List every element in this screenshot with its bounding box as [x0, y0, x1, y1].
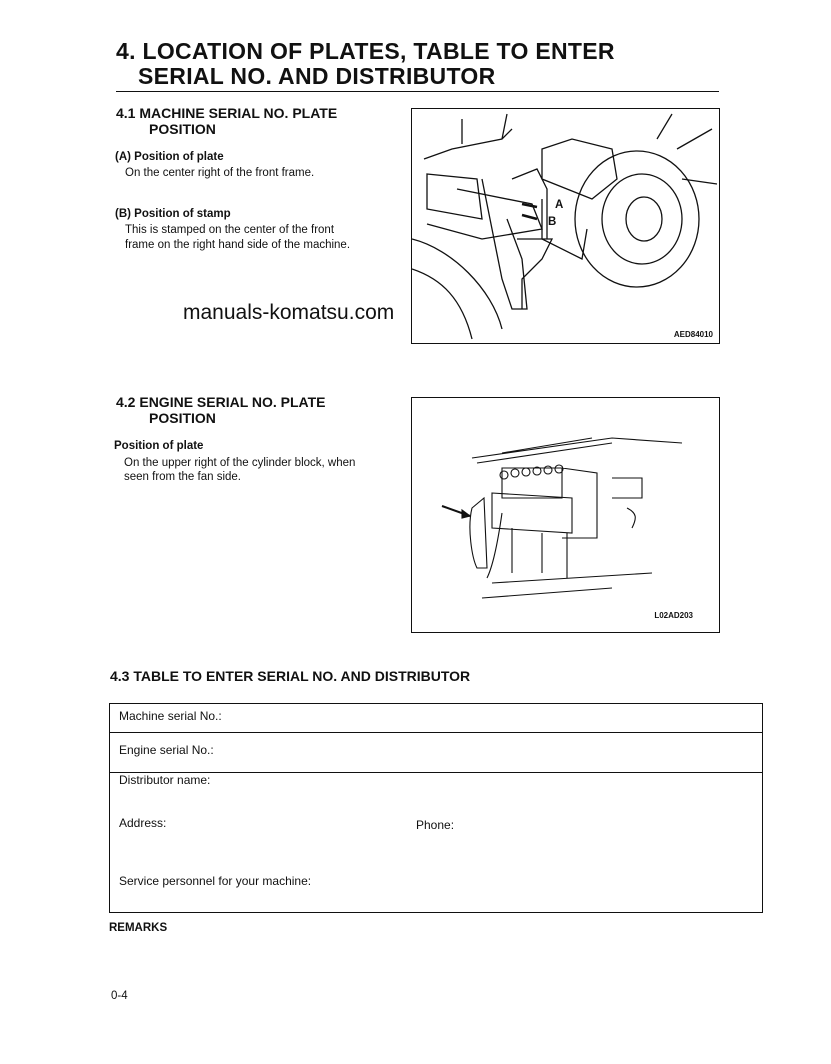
figure-id: L02AD203: [654, 611, 693, 620]
stamp-position-text2: frame on the right hand side of the machine.: [125, 239, 351, 251]
heading-line: 4.2 ENGINE SERIAL NO. PLATE: [116, 394, 326, 410]
section-4-3-heading: 4.3 TABLE TO ENTER SERIAL NO. AND DISTRIBUTOR: [110, 668, 471, 684]
figure-id: AED84010: [673, 330, 713, 339]
machine-serial-row[interactable]: [110, 704, 762, 733]
section-4-1-heading: [116, 105, 396, 137]
callout-b: B: [548, 216, 557, 228]
stamp-position-text1: This is stamped on the center of the front: [125, 224, 335, 236]
engine-plate-text1: On the upper right of the cylinder block, when: [124, 457, 356, 469]
machine-plate-figure: [411, 108, 720, 344]
callout-a: A: [555, 199, 564, 211]
heading-line: POSITION: [149, 121, 216, 137]
watermark: manuals-komatsu.com: [183, 301, 395, 324]
engine-serial-row[interactable]: [110, 733, 762, 773]
address-label: Address:: [119, 816, 167, 830]
stamp-position-label: (B) Position of stamp: [115, 208, 231, 220]
heading-line: 4.1 MACHINE SERIAL NO. PLATE: [116, 105, 338, 121]
phone-label: Phone:: [416, 818, 455, 832]
page-title-line1: 4. LOCATION OF PLATES, TABLE TO ENTER: [116, 38, 615, 64]
engine-serial-label: Engine serial No.:: [119, 743, 214, 757]
wheel-loader-illustration: [412, 109, 719, 343]
service-personnel-label: Service personnel for your machine:: [119, 874, 312, 888]
engine-plate-figure: [411, 397, 720, 633]
distributor-block[interactable]: [110, 773, 762, 912]
machine-serial-label: Machine serial No.:: [119, 709, 222, 723]
plate-position-label: (A) Position of plate: [115, 151, 224, 163]
engine-plate-text2: seen from the fan side.: [124, 471, 241, 483]
section-4-2-heading: [116, 394, 396, 426]
heading-line: POSITION: [149, 410, 216, 426]
page-title-line2: SERIAL NO. AND DISTRIBUTOR: [138, 63, 496, 89]
engine-illustration: [412, 398, 719, 632]
distributor-name-label: Distributor name:: [119, 773, 211, 787]
engine-plate-label: Position of plate: [114, 440, 204, 452]
title-rule: [116, 91, 719, 92]
remarks-heading: REMARKS: [109, 922, 168, 934]
page-number: 0-4: [111, 990, 128, 1002]
serial-distributor-table: [109, 703, 763, 913]
plate-position-text: On the center right of the front frame.: [125, 167, 315, 179]
